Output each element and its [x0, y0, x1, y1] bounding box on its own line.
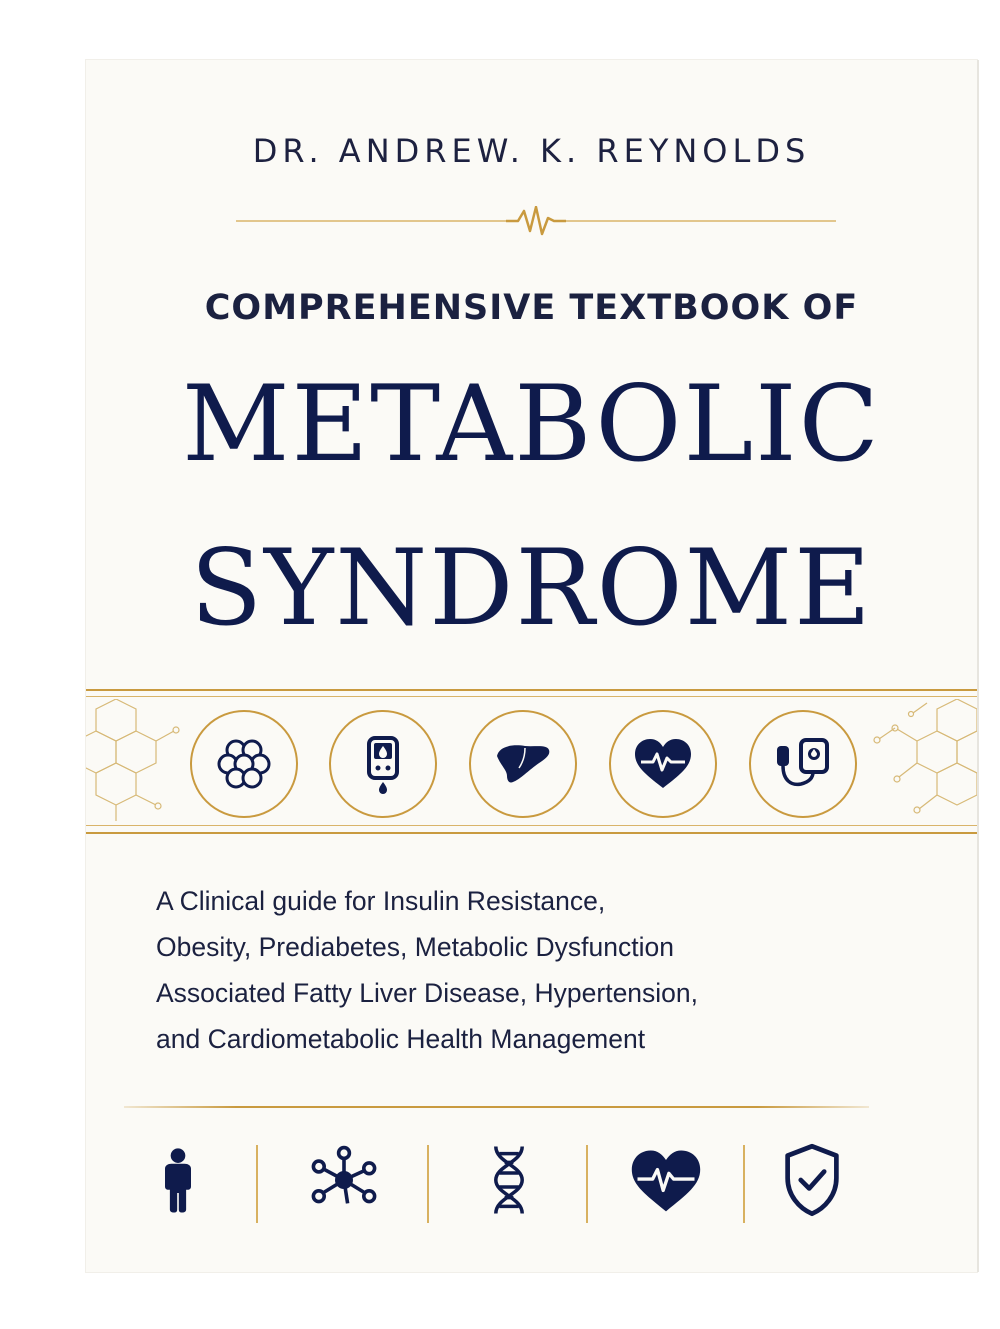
heart-pulse-icon — [626, 1140, 706, 1220]
shield-check-icon — [772, 1140, 852, 1220]
fat-cells-icon — [212, 732, 276, 796]
glucose-meter-circle — [329, 710, 437, 818]
fat-cells-circle — [190, 710, 298, 818]
molecule-pattern-left — [86, 699, 186, 824]
bottom-divider — [124, 1106, 869, 1108]
heartbeat-divider — [236, 206, 836, 236]
blood-pressure-circle — [749, 710, 857, 818]
molecule-pattern-right — [867, 699, 977, 824]
heart-pulse-icon — [631, 732, 695, 796]
subtitle-top: COMPREHENSIVE TEXTBOOK OF — [204, 288, 859, 328]
bottom-icon-row — [86, 1140, 977, 1230]
icon-band — [86, 687, 977, 837]
network-icon — [304, 1140, 384, 1220]
dna-icon — [469, 1140, 549, 1220]
title-line-2: SYNDROME — [190, 527, 873, 649]
liver-circle — [469, 710, 577, 818]
icon-separator — [743, 1145, 745, 1223]
blood-pressure-monitor-icon — [771, 732, 835, 796]
description-line: Associated Fatty Liver Disease, Hypertension, — [156, 978, 699, 1008]
title-line-1: METABOLIC — [181, 363, 881, 485]
glucose-meter-icon — [351, 732, 415, 796]
cover-description — [156, 878, 876, 1062]
liver-icon — [491, 732, 555, 796]
icon-separator — [586, 1145, 588, 1223]
author-name: DR. ANDREW. K. REYNOLDS — [252, 132, 811, 170]
icon-separator — [256, 1145, 258, 1223]
icon-separator — [427, 1145, 429, 1223]
description-line: and Cardiometabolic Health Management — [156, 1024, 646, 1054]
person-icon — [138, 1140, 218, 1220]
description-line: Obesity, Prediabetes, Metabolic Dysfunction — [156, 932, 674, 962]
book-cover — [86, 60, 977, 1272]
heart-pulse-circle — [609, 710, 717, 818]
description-line: A Clinical guide for Insulin Resistance, — [156, 886, 606, 916]
